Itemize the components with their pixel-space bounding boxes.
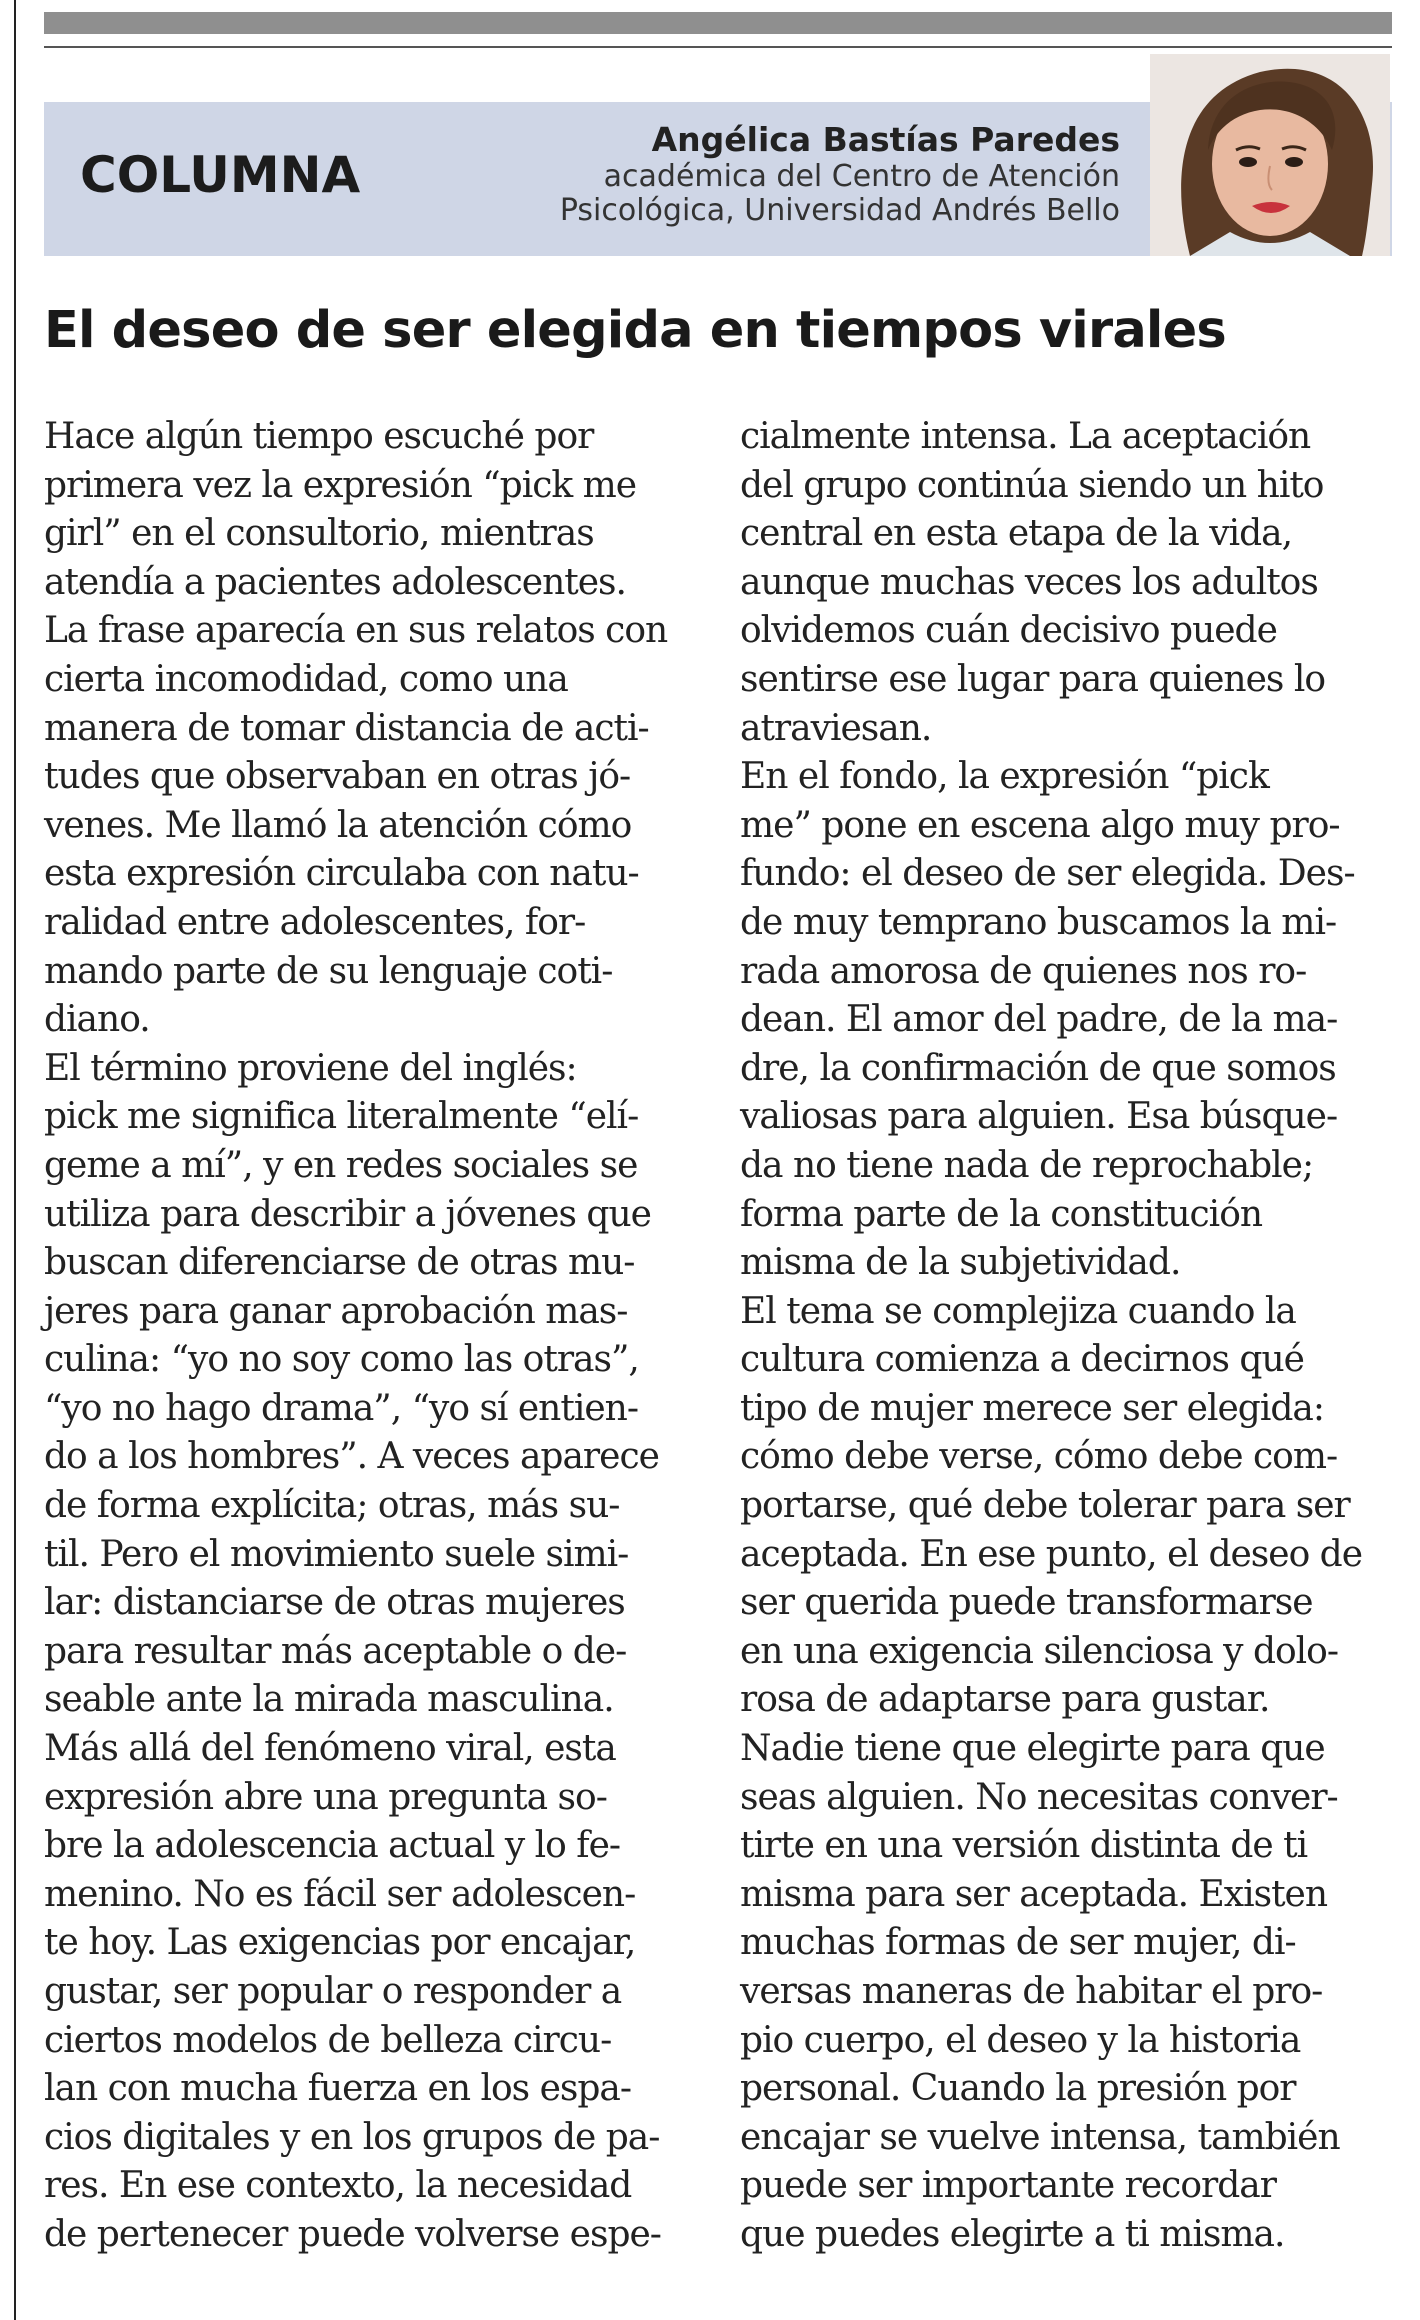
article-text-line: portarse, qué debe tolerar para ser <box>740 1485 1350 1527</box>
article-text-line: rosa de adaptarse para gustar. <box>740 1679 1270 1721</box>
article-text-line: seas alguien. No necesitas conver- <box>740 1776 1338 1818</box>
article-text-line: jeres para ganar aprobación mas- <box>44 1290 628 1332</box>
article-text-line: diano. <box>44 999 150 1041</box>
article-text-line: utiliza para describir a jóvenes que <box>44 1193 651 1235</box>
article-text-line: tipo de mujer merece ser elegida: <box>740 1387 1324 1429</box>
article-text-line: misma para ser aceptada. Existen <box>740 1873 1328 1915</box>
article-text-line: dre, la confirmación de que somos <box>740 1047 1336 1089</box>
article-text-line: venes. Me llamó la atención cómo <box>44 804 632 846</box>
article-text-line: til. Pero el movimiento suele simi- <box>44 1533 629 1575</box>
article-text-line: me” pone en escena algo muy pro- <box>740 804 1340 846</box>
article-text-line: Nadie tiene que elegirte para que <box>740 1728 1325 1770</box>
author-byline <box>560 120 1120 228</box>
article-text-line: esta expresión circulaba con natu- <box>44 853 639 895</box>
article-text-line: Hace algún tiempo escuché por <box>44 416 594 457</box>
article-text-line: pio cuerpo, el deseo y la historia <box>740 2019 1301 2061</box>
article-text-line: puede ser importante recordar <box>740 2165 1276 2207</box>
top-divider-line <box>44 46 1392 48</box>
author-name: Angélica Bastías Paredes <box>651 120 1120 159</box>
article-text-line: valiosas para alguien. Esa búsque- <box>740 1096 1338 1138</box>
article-text-line: de muy temprano buscamos la mi- <box>740 901 1337 943</box>
article-text-line: sentirse ese lugar para quienes lo <box>740 658 1326 700</box>
article-text-line: atraviesan. <box>740 707 932 749</box>
article-text-line: menino. No es fácil ser adolescen- <box>44 1873 636 1915</box>
article-text-line: El término proviene del inglés: <box>44 1047 577 1089</box>
article-text-line: culina: “yo no soy como las otras”, <box>44 1339 639 1381</box>
article-text-line: muchas formas de ser mujer, di- <box>740 1922 1296 1964</box>
article-text-line: seable ante la mirada masculina. <box>44 1679 614 1721</box>
article-text-line: te hoy. Las exigencias por encajar, <box>44 1922 636 1964</box>
article-text-line: aunque muchas veces los adultos <box>740 561 1318 603</box>
article-text-line: res. En ese contexto, la necesidad <box>44 2165 632 2207</box>
article-text-line: En el fondo, la expresión “pick <box>740 756 1269 798</box>
article-text-line: que puedes elegirte a ti misma. <box>740 2213 1285 2255</box>
article-text-line: da no tiene nada de reprochable; <box>740 1144 1314 1186</box>
article-column-left <box>44 413 696 2260</box>
article-text-line: manera de tomar distancia de acti- <box>44 707 649 749</box>
article-text-line: ralidad entre adolescentes, for- <box>44 901 586 943</box>
article-text-line: encajar se vuelve intensa, también <box>740 2116 1340 2158</box>
article-text-line: misma de la subjetividad. <box>740 1242 1181 1284</box>
article-text-line: “yo no hago drama”, “yo sí entien- <box>44 1387 638 1429</box>
article-text-line: del grupo continúa siendo un hito <box>740 464 1324 506</box>
article-text-line: girl” en el consultorio, mientras <box>44 513 594 555</box>
author-role-line-1: académica del Centro de Atención <box>603 159 1120 194</box>
article-text-line: bre la adolescencia actual y lo fe- <box>44 1825 621 1867</box>
article-column-right <box>740 413 1390 2260</box>
article-text-line: central en esta etapa de la vida, <box>740 513 1293 555</box>
article-text-line: para resultar más aceptable o de- <box>44 1630 627 1672</box>
top-gray-bar <box>44 12 1392 34</box>
article-text-line: cialmente intensa. La aceptación <box>740 416 1311 457</box>
article-text-line: tirte en una versión distinta de ti <box>740 1825 1308 1867</box>
article-text-line: ser querida puede transformarse <box>740 1582 1313 1624</box>
article-text-line: buscan diferenciarse de otras mu- <box>44 1242 635 1284</box>
article-text-line: Más allá del fenómeno viral, esta <box>44 1728 616 1770</box>
article-text-line: personal. Cuando la presión por <box>740 2068 1296 2110</box>
author-role-line-2: Psicológica, Universidad Andrés Bello <box>559 193 1120 228</box>
article-text-line: do a los hombres”. A veces aparece <box>44 1436 659 1478</box>
article-text-line: versas maneras de habitar el pro- <box>740 1971 1323 2012</box>
article-text-line: mando parte de su lenguaje coti- <box>44 950 613 992</box>
article-text-line: cultura comienza a decirnos qué <box>740 1339 1304 1381</box>
article-text-line: ciertos modelos de belleza circu- <box>44 2019 612 2061</box>
author-portrait-illustration <box>1150 54 1390 256</box>
author-photo <box>1150 54 1390 256</box>
article-text-line: olvidemos cuán decisivo puede <box>740 610 1277 652</box>
article-text-line: en una exigencia silenciosa y dolo- <box>740 1630 1339 1672</box>
article-text-line: de forma explícita; otras, más su- <box>44 1485 620 1527</box>
article-text-line: aceptada. En ese punto, el deseo de <box>740 1533 1363 1575</box>
article-text-line: de pertenecer puede volverse espe- <box>44 2213 661 2255</box>
article-text-line: dean. El amor del padre, de la ma- <box>740 999 1338 1041</box>
article-text-line: El tema se complejiza cuando la <box>740 1290 1296 1332</box>
article-text-line: atendía a pacientes adolescentes. <box>44 561 626 603</box>
article-text-line: primera vez la expresión “pick me <box>44 464 637 506</box>
article-text-line: cómo debe verse, cómo debe com- <box>740 1436 1338 1478</box>
article-text-line: pick me significa literalmente “elí- <box>44 1096 639 1138</box>
article-text-line: geme a mí”, y en redes sociales se <box>44 1144 638 1186</box>
article-text-line: cios digitales y en los grupos de pa- <box>44 2116 660 2158</box>
article-text-line: lar: distanciarse de otras mujeres <box>44 1582 625 1624</box>
section-label: COLUMNA <box>80 146 361 204</box>
article-text-line: rada amorosa de quienes nos ro- <box>740 950 1307 992</box>
article-text-line: lan con mucha fuerza en los espa- <box>44 2068 632 2110</box>
article-text-line: expresión abre una pregunta so- <box>44 1776 607 1818</box>
article-text-line: La frase aparecía en sus relatos con <box>44 610 668 652</box>
article-text-line: fundo: el deseo de ser elegida. Des- <box>740 853 1355 895</box>
article-text-line: gustar, ser popular o responder a <box>44 1971 622 2012</box>
article-text-line: forma parte de la constitución <box>740 1193 1263 1235</box>
article-text-line: tudes que observaban en otras jó- <box>44 756 631 798</box>
page-left-rule <box>14 0 16 2320</box>
article-text-line: cierta incomodidad, como una <box>44 658 568 700</box>
article-headline: El deseo de ser elegida en tiempos virales <box>44 301 1226 360</box>
